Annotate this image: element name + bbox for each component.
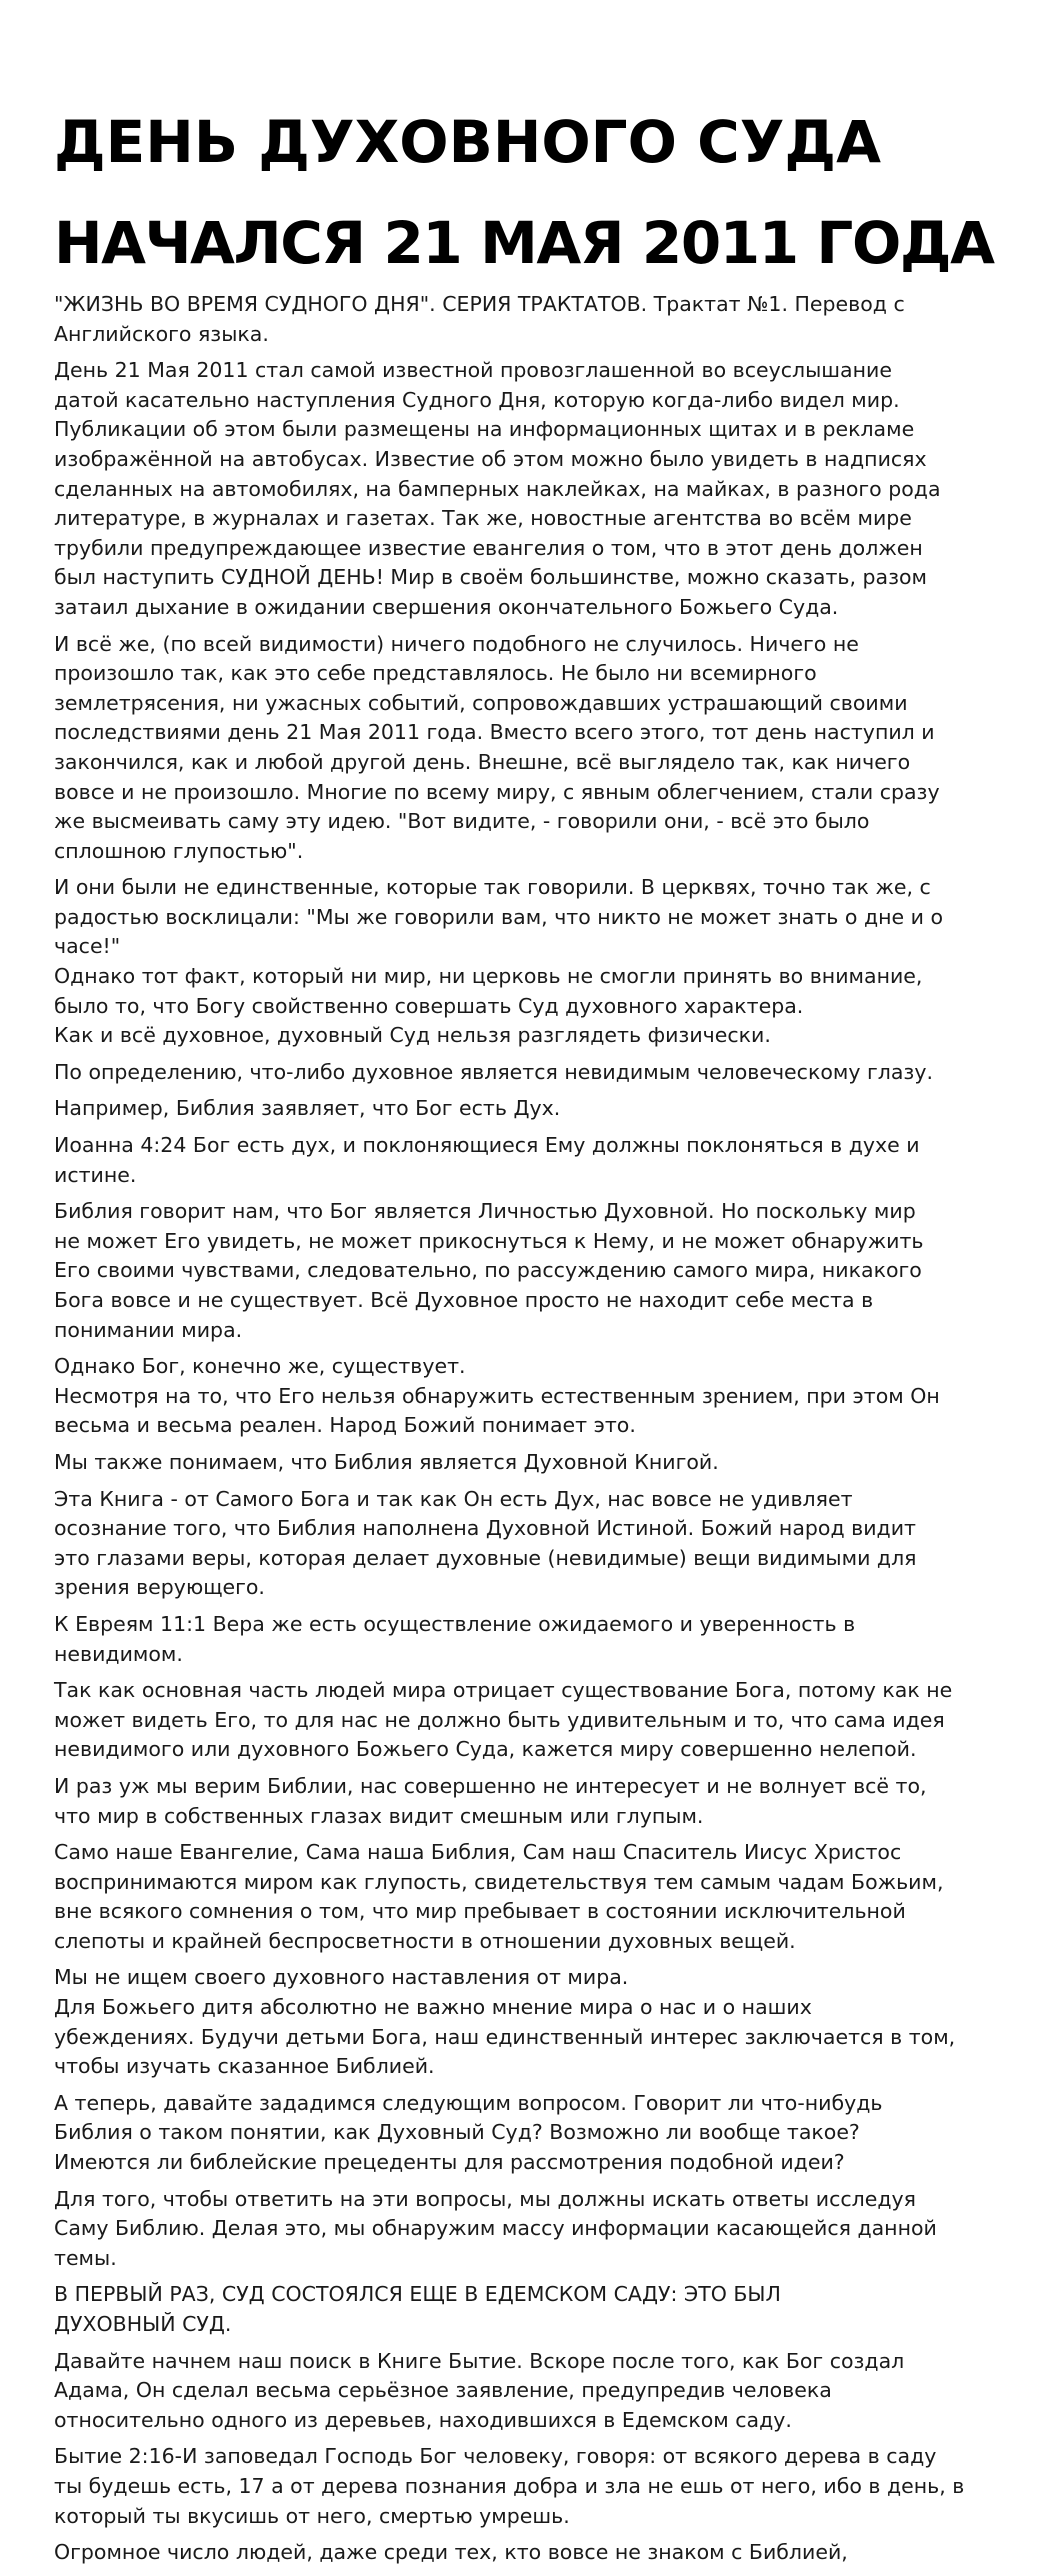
paragraph-line: вне всякого сомнения о том, что мир пребывает в состоянии исключительной <box>54 1899 906 1924</box>
paragraph-line: радостью восклицали: "Мы же говорили вам, что никто не может знать о дне и о <box>54 904 944 929</box>
article-paragraph <box>54 1197 1009 1345</box>
article-paragraph <box>54 1485 1009 1603</box>
paragraph-line: А теперь, давайте зададимся следующим вопросом. Говорит ли что-нибудь <box>54 2090 883 2115</box>
paragraph-line: невидимом. <box>54 1641 183 1666</box>
paragraph-line: понимании мира. <box>54 1317 243 1342</box>
article-paragraph <box>54 290 1009 349</box>
paragraph-line: литературе, в журналах и газетах. Так же, новостные агентства во всём мире <box>54 506 912 531</box>
paragraph-line: осознание того, что Библия наполнена Духовной Истиной. Божий народ видит <box>54 1516 916 1541</box>
paragraph-line: темы. <box>54 2245 117 2270</box>
paragraph-line: было то, что Богу свойственно совершать Суд духовного характера. <box>54 993 804 1018</box>
paragraph-line: "ЖИЗНЬ ВО ВРЕМЯ СУДНОГО ДНЯ". СЕРИЯ ТРАКТАТОВ. Трактат №1. Перевод с <box>54 292 905 316</box>
paragraph-line: невидимого или духовного Божьего Суда, кажется миру совершенно нелепой. <box>54 1737 917 1762</box>
paragraph-line: что мир в собственных глазах видит смешным или глупым. <box>54 1803 704 1828</box>
paragraph-line: Эта Книга - от Самого Бога и так как Он есть Дух, нас вовсе не удивляет <box>54 1486 853 1511</box>
article-paragraph <box>54 2185 1009 2274</box>
paragraph-line: же высмеивать саму эту идею. "Вот видите, - говорили они, - всё это было <box>54 809 870 834</box>
paragraph-line: Для Божьего дитя абсолютно не важно мнение мира о нас и о наших <box>54 1995 812 2020</box>
paragraph-line: зрения верующего. <box>54 1575 265 1600</box>
paragraph-line: Бытие 2:16-И заповедал Господь Бог человеку, говоря: от всякого дерева в саду <box>54 2444 937 2469</box>
paragraph-line: Мы не ищем своего духовного наставления от мира. <box>54 1965 629 1990</box>
paragraph-line: Так как основная часть людей мира отрицает существование Бога, потому как не <box>54 1678 953 1703</box>
article-paragraph <box>54 1963 1009 2081</box>
article-paragraph <box>54 2089 1009 2178</box>
article-paragraph <box>54 1610 1009 1669</box>
paragraph-line: Библия говорит нам, что Бог является Личностью Духовной. Но поскольку мир <box>54 1199 916 1224</box>
paragraph-line: Однако Бог, конечно же, существует. <box>54 1354 466 1379</box>
paragraph-line: Его своими чувствами, следовательно, по рассуждению самого мира, никакого <box>54 1258 922 1283</box>
article-paragraph <box>54 2347 1009 2436</box>
article-paragraph <box>54 1058 1009 1088</box>
article-paragraph <box>54 1352 1009 1441</box>
article-body <box>54 290 1009 2575</box>
paragraph-line: Адама, Он сделал весьма серьёзное заявление, предупредив человека <box>54 2378 832 2403</box>
article-paragraph <box>54 630 1009 867</box>
article-title <box>54 92 994 294</box>
paragraph-line: Бога вовсе и не существует. Всё Духовное просто не находит себе места в <box>54 1288 874 1312</box>
paragraph-line: К Евреям 11:1 Вера же есть осуществление ожидаемого и уверенность в <box>54 1611 856 1636</box>
article-paragraph <box>54 1676 1009 1765</box>
paragraph-line: Однако тот факт, который ни мир, ни церковь не смогли принять во внимание, <box>54 964 923 989</box>
paragraph-line: Давайте начнем наш поиск в Книге Бытие. Вскоре после того, как Бог создал <box>54 2348 905 2373</box>
title-line: НАЧАЛСЯ 21 МАЯ 2011 ГОДА <box>54 209 994 277</box>
paragraph-line: трубили предупреждающее известие евангелия о том, что в этот день должен <box>54 535 923 560</box>
article-paragraph <box>54 873 1009 1051</box>
article-paragraph <box>54 1838 1009 1956</box>
paragraph-line: сделанных на автомобилях, на бамперных наклейках, на майках, в разного рода <box>54 476 941 501</box>
paragraph-line: не может Его увидеть, не может прикоснуться к Нему, и не может обнаружить <box>54 1228 924 1253</box>
paragraph-line: Для того, чтобы ответить на эти вопросы, мы должны искать ответы исследуя <box>54 2186 916 2211</box>
paragraph-line: День 21 Мая 2011 стал самой известной провозглашенной во всеуслышание <box>54 358 892 383</box>
article-paragraph <box>54 2280 1009 2339</box>
paragraph-line: Английского языка. <box>54 321 269 346</box>
paragraph-line: Например, Библия заявляет, что Бог есть Дух. <box>54 1096 561 1121</box>
paragraph-line: изображённой на автобусах. Известие об этом можно было увидеть в надписях <box>54 446 927 471</box>
paragraph-line: закончился, как и любой другой день. Внешне, всё выглядело так, как ничего <box>54 749 911 774</box>
paragraph-line: это глазами веры, которая делает духовные (невидимые) вещи видимыми для <box>54 1545 917 1570</box>
paragraph-line: воспринимаются миром как глупость, свидетельствуя тем самым чадам Божьим, <box>54 1869 944 1894</box>
article-paragraph <box>54 1772 1009 1831</box>
paragraph-line: Публикации об этом были размещены на информационных щитах и в рекламе <box>54 417 915 442</box>
paragraph-line: сплошною глупостью". <box>54 838 304 863</box>
paragraph-line: землетрясения, ни ужасных событий, сопровождавших устрашающий своими <box>54 690 908 715</box>
paragraph-line: По определению, что-либо духовное является невидимым человеческому глазу. <box>54 1059 933 1084</box>
title-line: ДЕНЬ ДУХОВНОГО СУДА <box>54 108 881 176</box>
paragraph-line: слепоты и крайней беспросветности в отношении духовных вещей. <box>54 1928 796 1953</box>
paragraph-line: Само наше Евангелие, Сама наша Библия, Сам наш Спаситель Иисус Христос <box>54 1840 902 1865</box>
article-paragraph <box>54 1448 1009 1478</box>
paragraph-line: произошло так, как это себе представлялось. Не было ни всемирного <box>54 661 817 686</box>
paragraph-line: может видеть Его, то для нас не должно быть удивительным и то, что сама идея <box>54 1707 945 1732</box>
paragraph-line: Несмотря на то, что Его нельзя обнаружить естественным зрением, при этом Он <box>54 1383 940 1408</box>
paragraph-line: Мы также понимаем, что Библия является Духовной Книгой. <box>54 1449 719 1474</box>
paragraph-line: затаил дыхание в ожидании свершения окончательного Божьего Суда. <box>54 594 839 619</box>
article-paragraph <box>54 1131 1009 1190</box>
article-paragraph <box>54 1094 1009 1124</box>
paragraph-line: часе!" <box>54 934 121 959</box>
article-paragraph <box>54 2538 1009 2568</box>
paragraph-line: ДУХОВНЫЙ СУД. <box>54 2312 232 2336</box>
paragraph-line: Саму Библию. Делая это, мы обнаружим массу информации касающейся данной <box>54 2216 937 2241</box>
article-paragraph <box>54 2442 1009 2531</box>
paragraph-line: И всё же, (по всей видимости) ничего подобного не случилось. Ничего не <box>54 631 859 656</box>
paragraph-line: который ты вкусишь от него, смертью умрешь. <box>54 2503 570 2528</box>
paragraph-line: ты будешь есть, 17 а от дерева познания добра и зла не ешь от него, ибо в день, в <box>54 2473 965 2498</box>
paragraph-line: В ПЕРВЫЙ РАЗ, СУД СОСТОЯЛСЯ ЕЩЕ В ЕДЕМСКОМ САДУ: ЭТО БЫЛ <box>54 2282 781 2307</box>
paragraph-line: датой касательно наступления Судного Дня, которую когда-либо видел мир. <box>54 387 900 412</box>
paragraph-line: последствиями день 21 Мая 2011 года. Вместо всего этого, тот день наступил и <box>54 720 935 745</box>
paragraph-line: И они были не единственные, которые так говорили. В церквях, точно так же, с <box>54 875 931 900</box>
paragraph-line: весьма и весьма реален. Народ Божий понимает это. <box>54 1413 636 1438</box>
paragraph-line: Как и всё духовное, духовный Суд нельзя разглядеть физически. <box>54 1023 771 1048</box>
paragraph-line: чтобы изучать сказанное Библией. <box>54 2054 435 2079</box>
paragraph-line: Иоанна 4:24 Бог есть дух, и поклоняющиеся Ему должны поклоняться в духе и <box>54 1133 920 1158</box>
paragraph-line: был наступить СУДНОЙ ДЕНЬ! Мир в своём большинстве, можно сказать, разом <box>54 565 928 590</box>
paragraph-line: Огромное число людей, даже среди тех, кто вовсе не знаком с Библией, <box>54 2540 848 2565</box>
article-paragraph <box>54 356 1009 622</box>
paragraph-line: относительно одного из деревьев, находившихся в Едемском саду. <box>54 2407 792 2432</box>
paragraph-line: Имеются ли библейские прецеденты для рассмотрения подобной идеи? <box>54 2150 845 2175</box>
paragraph-line: убеждениях. Будучи детьми Бога, наш единственный интерес заключается в том, <box>54 2024 956 2049</box>
paragraph-line: вовсе и не произошло. Многие по всему миру, с явным облегчением, стали сразу <box>54 779 940 804</box>
paragraph-line: Библия о таком понятии, как Духовный Суд? Возможно ли вообще такое? <box>54 2120 860 2145</box>
paragraph-line: истине. <box>54 1162 137 1187</box>
paragraph-line: И раз уж мы верим Библии, нас совершенно не интересует и не волнует всё то, <box>54 1773 927 1798</box>
